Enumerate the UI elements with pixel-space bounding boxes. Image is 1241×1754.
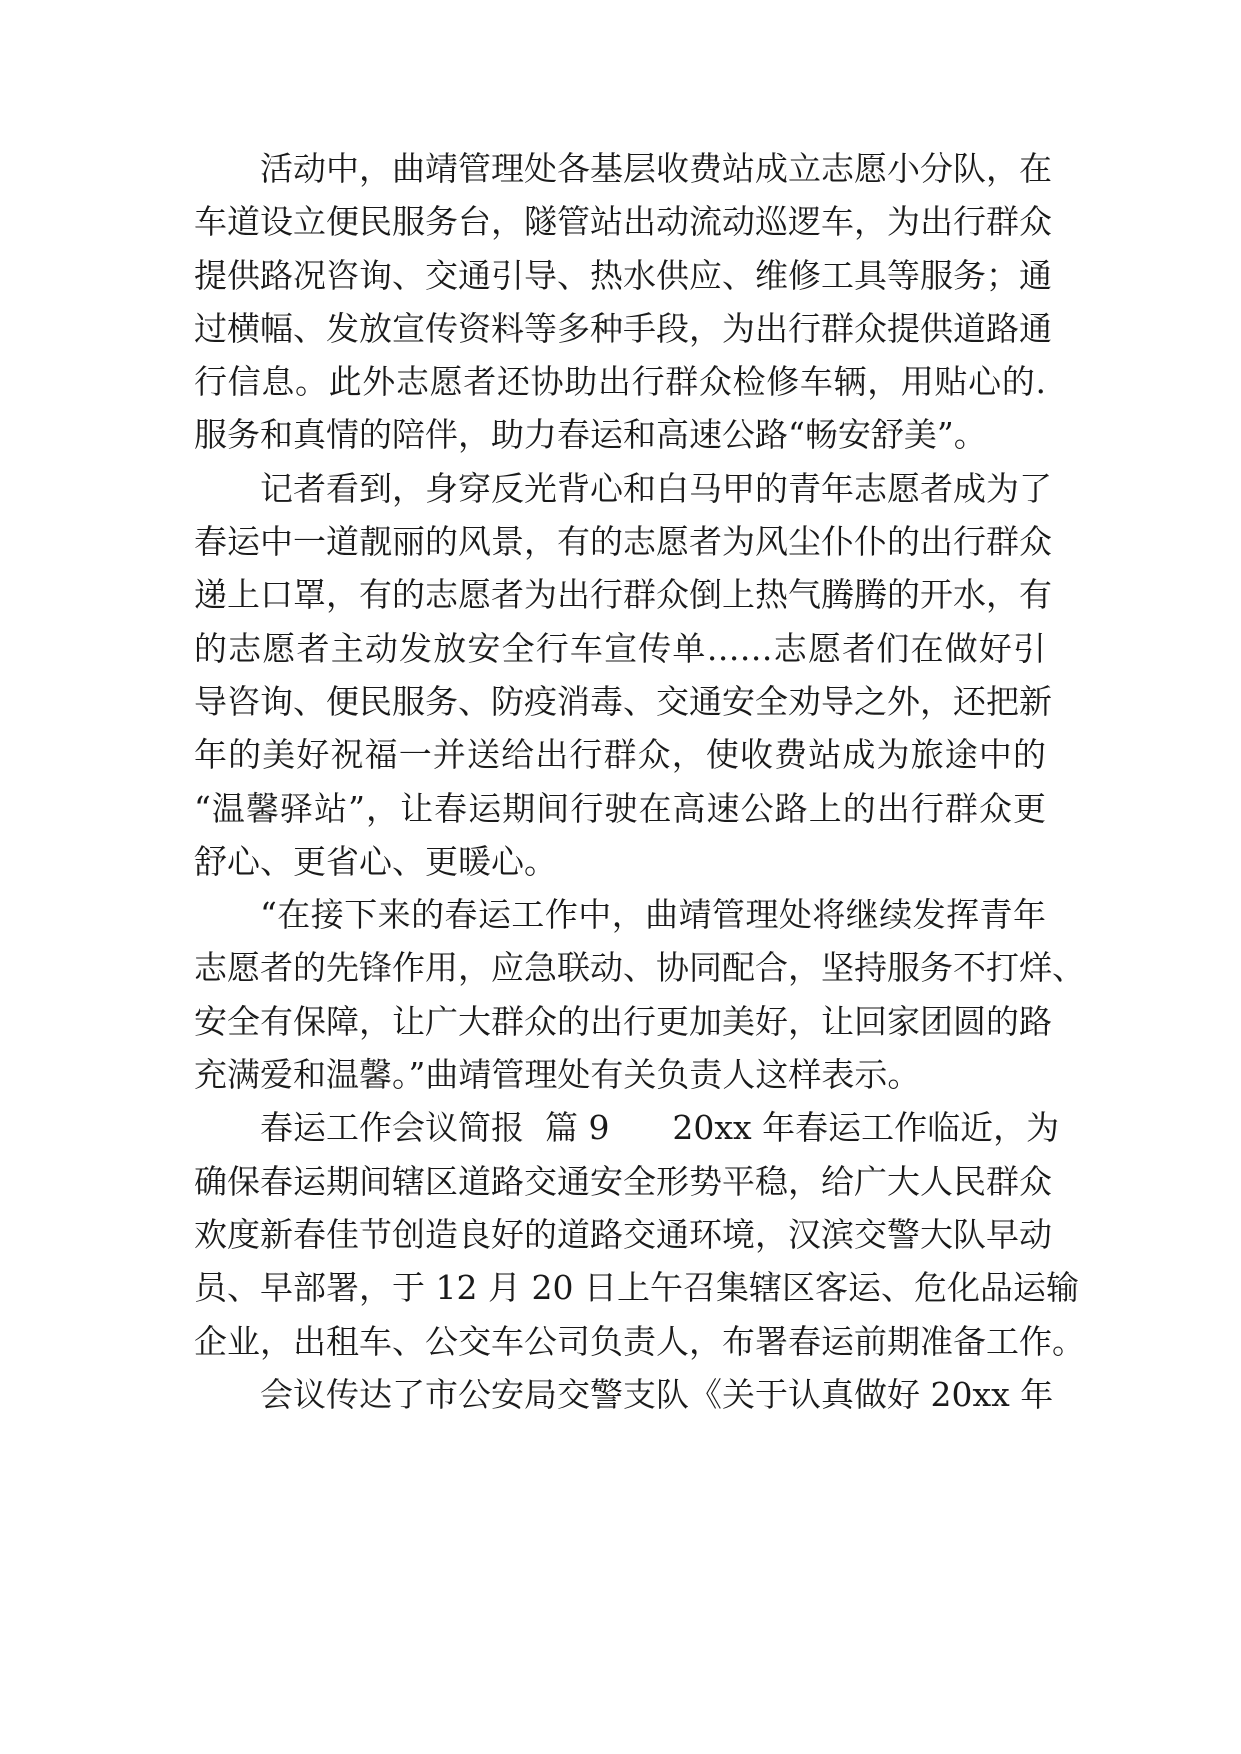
text-line: 递上口罩，有的志愿者为出行群众倒上热气腾腾的开水，有 (194, 575, 1052, 615)
text-line: 车道设立便民服务台，隧管站出动流动巡逻车，为出行群众 (194, 202, 1052, 242)
paragraph-meeting (194, 1368, 1054, 1421)
text-line: 春运中一道靓丽的风景，有的志愿者为风尘仆仆的出行群众 (194, 522, 1052, 562)
text-line: 导咨询、便民服务、防疫消毒、交通安全劝导之外，还把新 (194, 681, 1052, 721)
text-line: 舒心、更省心、更暖心。 (194, 841, 557, 881)
text-line: 服务和真情的陪伴，助力春运和高速公路“畅安舒美”。 (194, 415, 987, 455)
paragraph-quote (194, 888, 1085, 1101)
text-line: 过横幅、发放宣传资料等多种手段，为出行群众提供道路通 (194, 308, 1052, 348)
text-line: 确保春运期间辖区道路交通安全形势平稳，给广大人民群众 (194, 1161, 1052, 1201)
paragraph-volunteer-activities (194, 142, 1052, 462)
text-line: 会议传达了市公安局交警支队《关于认真做好 20xx 年 (260, 1374, 1054, 1414)
paragraph-reporter-observation (194, 462, 1052, 888)
text-line: 提供路况咨询、交通引导、热水供应、维修工具等服务；通 (194, 255, 1052, 295)
text-line: 欢度新春佳节创造良好的道路交通环境，汉滨交警大队早动 (194, 1214, 1052, 1254)
text-line: 企业，出租车、公交车公司负责人，布署春运前期准备工作。 (194, 1321, 1085, 1361)
text-line: 年的美好祝福一并送给出行群众，使收费站成为旅途中的 (194, 735, 1046, 775)
text-line: 志愿者的先锋作用，应急联动、协同配合，坚持服务不打烊、 (194, 948, 1085, 988)
text-line: 的志愿者主动发放安全行车宣传单……志愿者们在做好引 (194, 628, 1046, 668)
text-line: 安全有保障，让广大群众的出行更加美好，让回家团圆的路 (194, 1001, 1052, 1041)
text-line: 春运工作会议简报 篇 9 20xx 年春运工作临近，为 (260, 1108, 1060, 1148)
paragraph-briefing-9 (194, 1101, 1085, 1367)
text-line: 活动中，曲靖管理处各基层收费站成立志愿小分队，在 (260, 149, 1052, 188)
text-line: 行信息。此外志愿者还协助出行群众检修车辆，用贴心的. (194, 362, 1046, 402)
text-line: “在接下来的春运工作中，曲靖管理处将继续发挥青年 (260, 895, 1046, 935)
text-line: 记者看到，身穿反光背心和白马甲的青年志愿者成为了 (260, 468, 1052, 508)
text-line: 员、早部署，于 12 月 20 日上午召集辖区客运、危化品运输 (194, 1268, 1079, 1308)
text-line: 充满爱和温馨。”曲靖管理处有关负责人这样表示。 (194, 1055, 921, 1095)
document-page (194, 142, 1085, 1421)
text-line: “温馨驿站”，让春运期间行驶在高速公路上的出行群众更 (194, 788, 1046, 828)
